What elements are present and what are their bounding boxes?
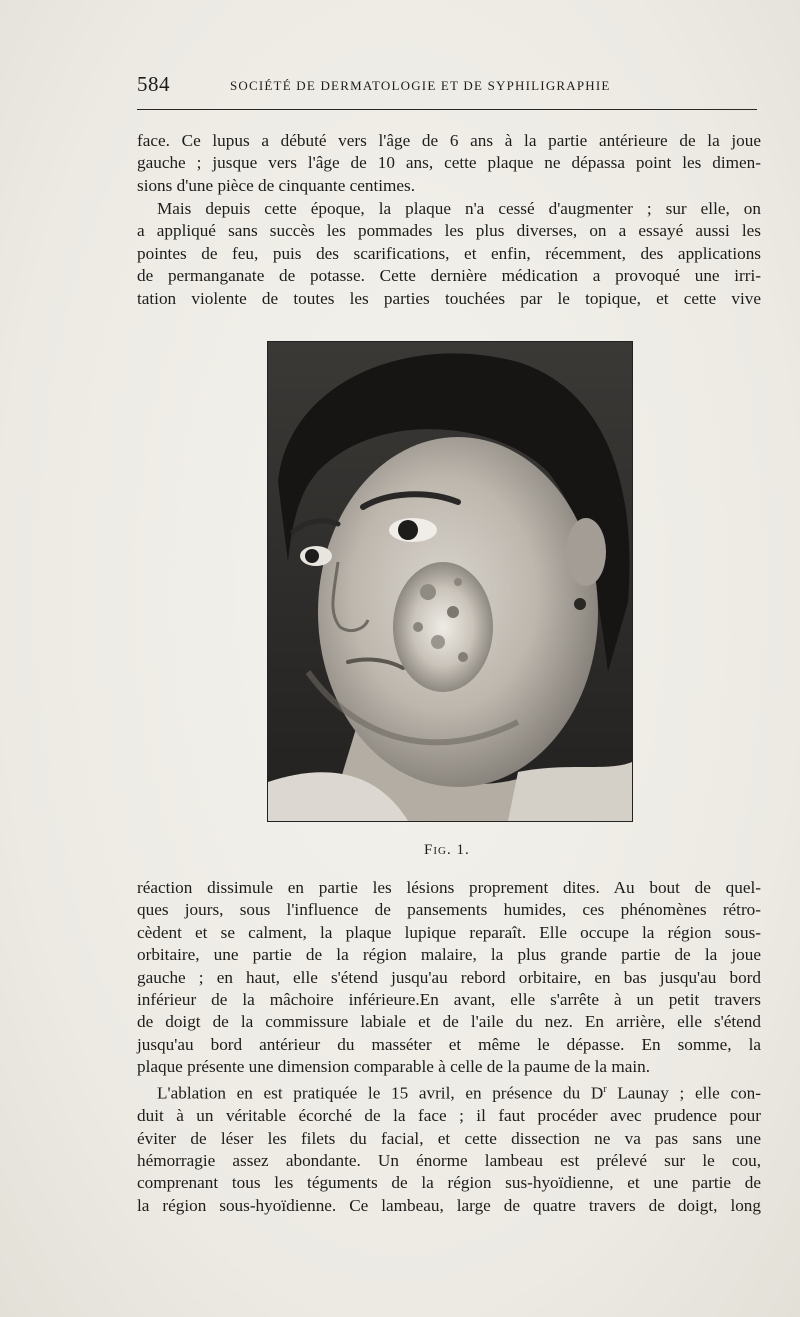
paragraph-4 bbox=[137, 1079, 761, 1217]
text-fragment: L'ablation en est pratiquée le 15 avril, en présence du D bbox=[157, 1083, 604, 1103]
text-line: hémorragie assez abondante. Un énorme lambeau est prélevé sur le cou, bbox=[137, 1150, 761, 1170]
figure-caption bbox=[424, 842, 470, 859]
text-line: duit à un véritable écorché de la face ; il faut procéder avec prudence pour bbox=[137, 1106, 761, 1126]
text-fragment: Launay ; elle con- bbox=[606, 1083, 761, 1103]
text-line: cèdent et se calment, la plaque lupique reparaît. Elle occupe la région sous- bbox=[137, 922, 761, 942]
paragraph-2 bbox=[137, 198, 761, 310]
text-line: tation violente de toutes les parties touchées par le topique, et cette vive bbox=[137, 288, 761, 308]
text-line: Mais depuis cette époque, la plaque n'a cessé d'augmenter ; sur elle, on bbox=[157, 199, 761, 218]
text-line: éviter de léser les filets du facial, et cette dissection ne va pas sans une bbox=[137, 1128, 761, 1148]
paragraph-3 bbox=[137, 877, 761, 1079]
paragraph-1 bbox=[137, 130, 761, 197]
text-line: de doigt de la commissure labiale et de l'aile du nez. En arrière, elle s'étend bbox=[137, 1012, 761, 1032]
text-line: comprenant tous les téguments de la région sus-hyoïdienne, et une partie de bbox=[137, 1173, 761, 1193]
text-line: ques jours, sous l'influence de pansements humides, ces phénomènes rétro- bbox=[137, 900, 761, 920]
text-line: jusqu'au bord antérieur du masséter et même le dépasse. En somme, la bbox=[137, 1034, 761, 1054]
text-line bbox=[137, 1079, 761, 1105]
text-line: plaque présente une dimension comparable à celle de la paume de la main. bbox=[137, 1057, 651, 1077]
text-line: la région sous-hyoïdienne. Ce lambeau, large de quatre travers de doigt, long bbox=[137, 1195, 761, 1215]
text-line: gauche ; en haut, elle s'étend jusqu'au rebord orbitaire, en bas jusqu'au bord bbox=[137, 967, 761, 987]
text-line: face. Ce lupus a débuté vers l'âge de 6 ans à la partie antérieure de la joue bbox=[137, 131, 761, 150]
page-header bbox=[137, 72, 757, 102]
portrait-photo bbox=[268, 342, 632, 821]
text-line: orbitaire, une partie de la région malaire, la plus grande partie de la joue bbox=[137, 945, 761, 965]
text-line: sions d'une pièce de cinquante centimes. bbox=[137, 175, 416, 195]
text-line: réaction dissimule en partie les lésions proprement dites. Au bout de quel- bbox=[137, 878, 761, 897]
caption-prefix: Fig. bbox=[424, 842, 452, 858]
text-line: gauche ; jusque vers l'âge de 10 ans, cette plaque ne dépassa point les dimen- bbox=[137, 153, 761, 173]
text-line: a appliqué sans succès les pommades les plus diverses, on a essayé aussi les bbox=[137, 221, 761, 241]
text-line: pointes de feu, puis des scarifications, et enfin, récemment, des applications bbox=[137, 243, 761, 263]
figure-photograph bbox=[267, 341, 633, 822]
page-number: 584 bbox=[137, 72, 170, 96]
header-rule bbox=[137, 109, 757, 110]
text-line: inférieur de la mâchoire inférieure.En avant, elle s'arrête à un petit travers bbox=[137, 990, 761, 1010]
running-head: SOCIÉTÉ DE DERMATOLOGIE ET DE SYPHILIGRAPHIE bbox=[230, 78, 611, 93]
text-line: de permanganate de potasse. Cette dernière médication a provoqué une irri- bbox=[137, 266, 761, 286]
superscript: r bbox=[603, 1084, 607, 1095]
caption-number: 1. bbox=[456, 842, 470, 858]
